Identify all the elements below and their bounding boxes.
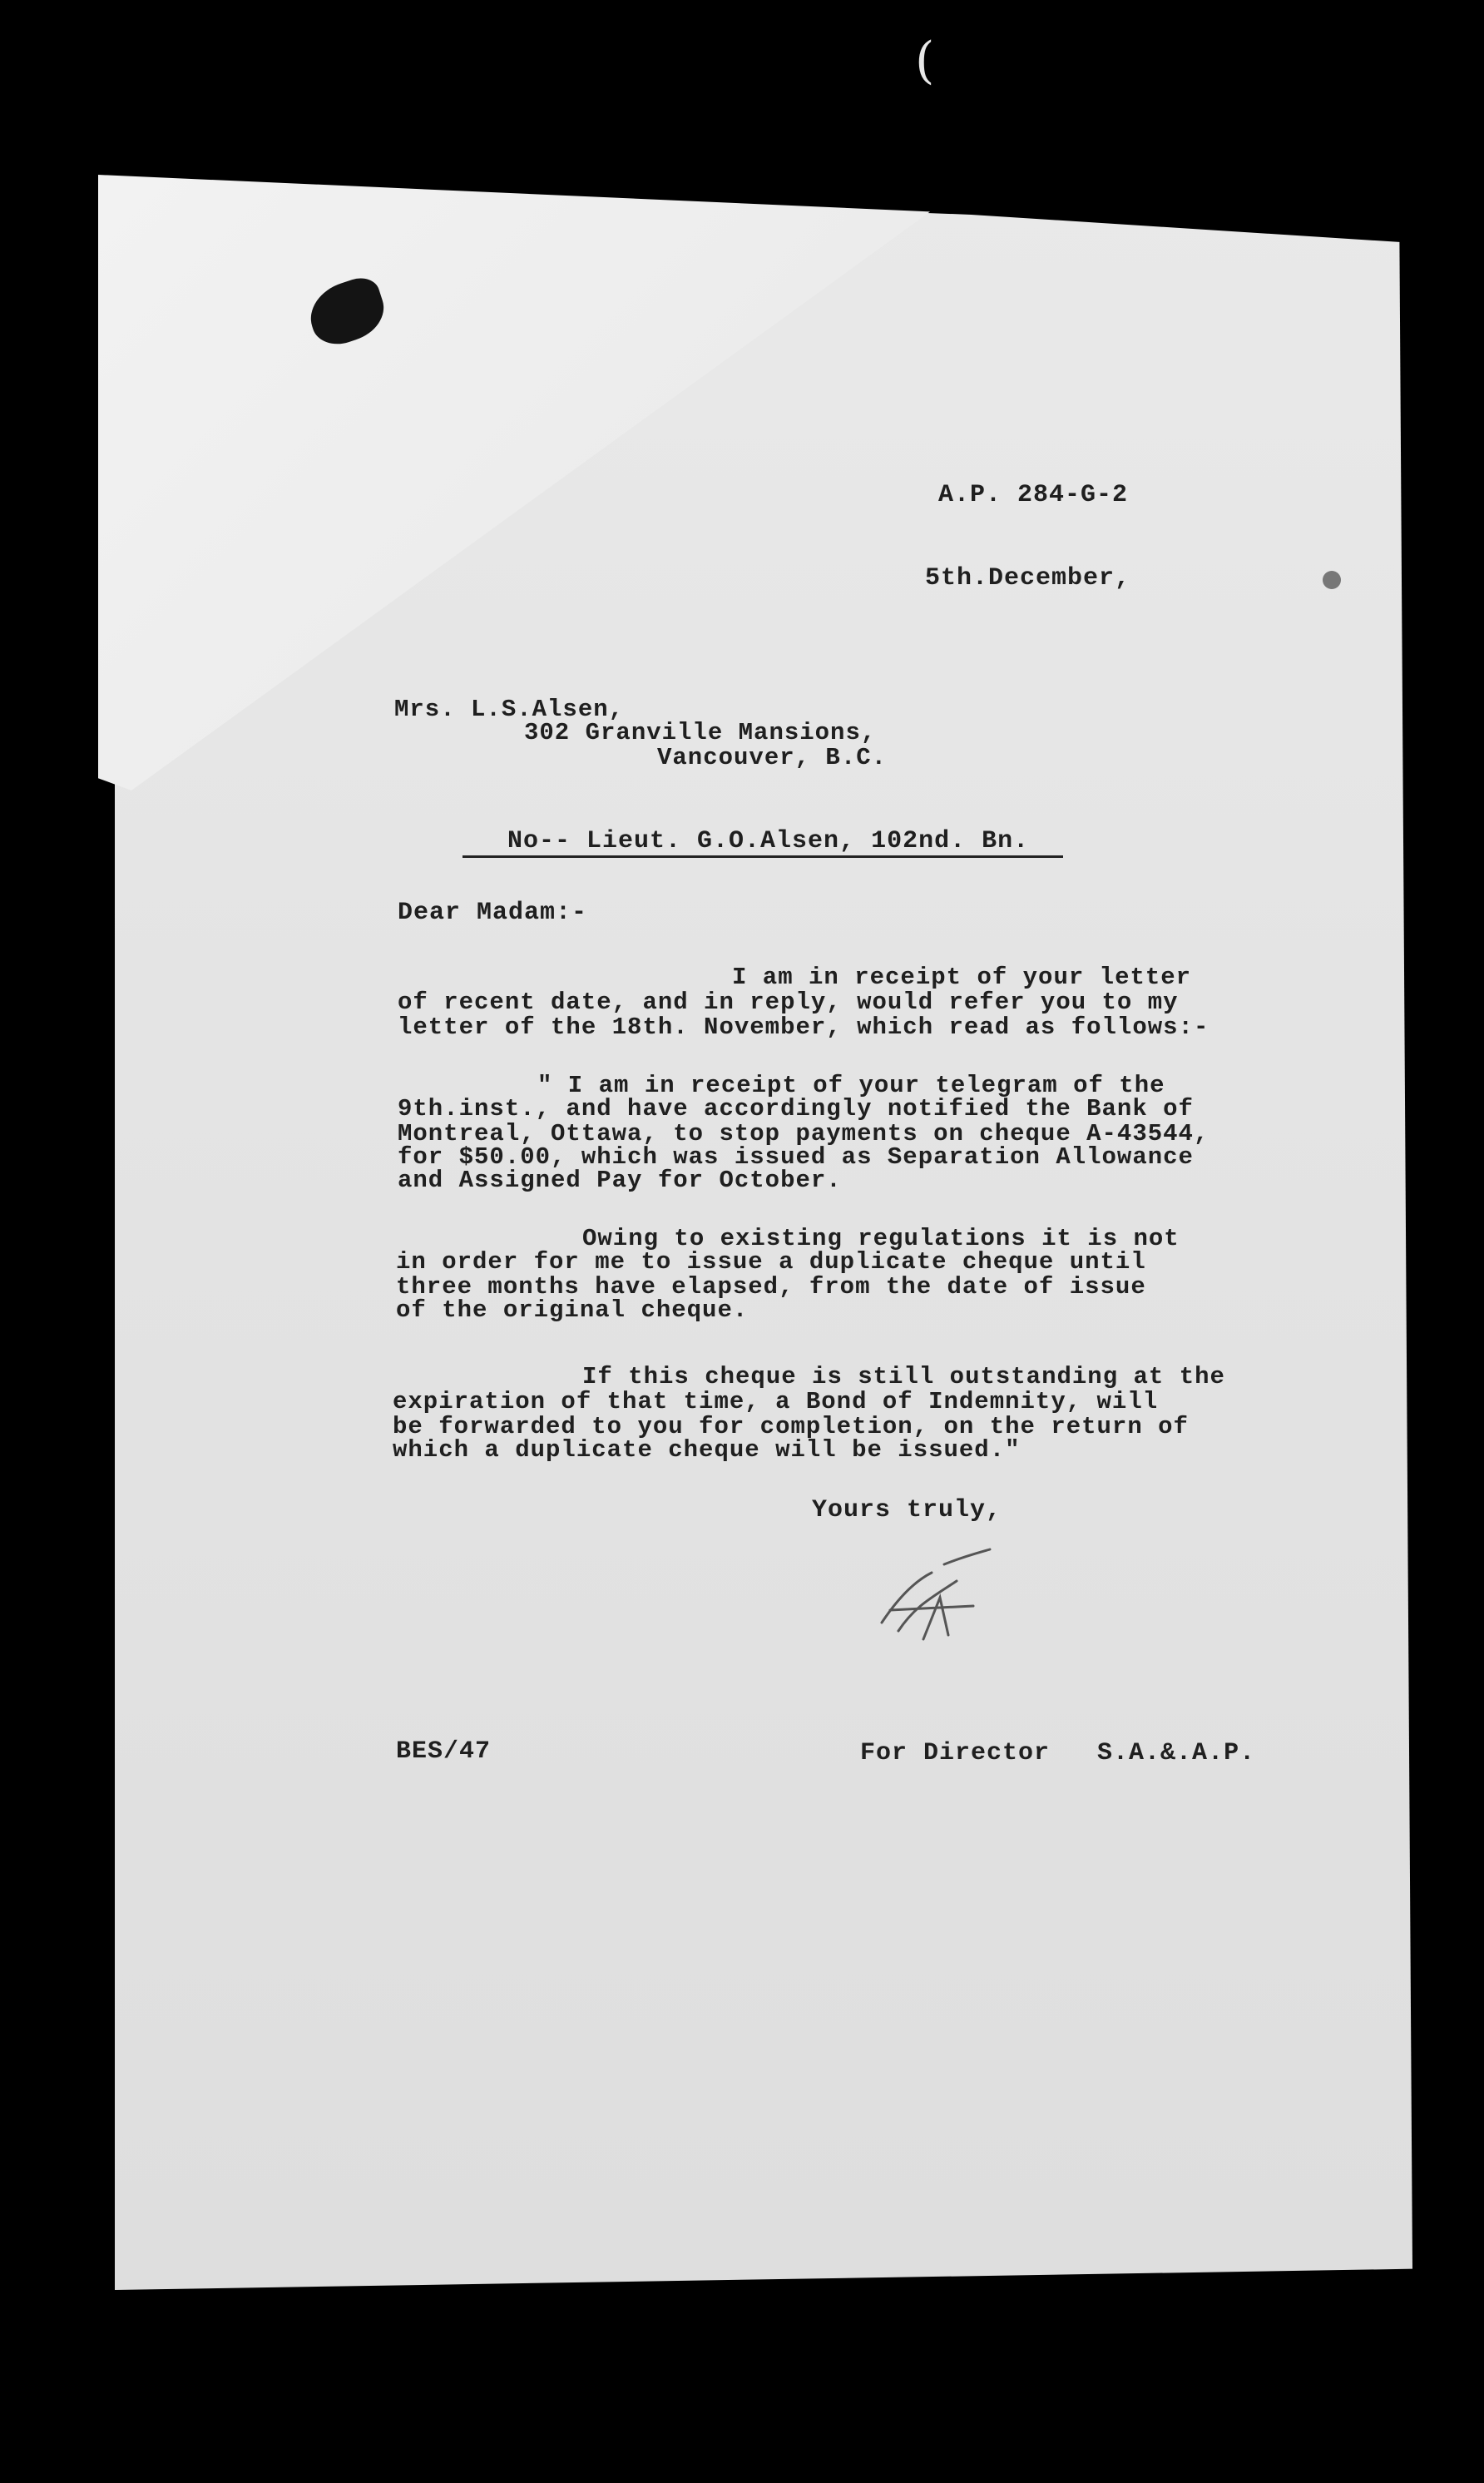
body-line: letter of the 18th. November, which read as follows:- (398, 1014, 1209, 1041)
quote-line: Montreal, Ottawa, to stop payments on cheque A-43544, (398, 1120, 1209, 1147)
quote-line: which a duplicate cheque will be issued." (393, 1436, 1021, 1464)
subject-line: No-- Lieut. G.O.Alsen, 102nd. Bn. (507, 827, 1030, 855)
quote-line: " I am in receipt of your telegram of the (537, 1072, 1165, 1099)
typist-initials: BES/47 (396, 1737, 492, 1766)
quote-line: three months have elapsed, from the date of issue (396, 1273, 1146, 1301)
letter-date: 5th.December, (925, 564, 1131, 592)
quote-line: in order for me to issue a duplicate cheque until (396, 1248, 1146, 1276)
recipient-city: Vancouver, B.C. (657, 744, 888, 771)
closing: Yours truly, (812, 1496, 1002, 1524)
quote-line: 9th.inst., and have accordingly notified the Bank of (398, 1095, 1194, 1123)
quote-line: expiration of that time, a Bond of Indemnity, will (393, 1388, 1159, 1415)
quote-line: Owing to existing regulations it is not (582, 1225, 1180, 1252)
recipient-name: Mrs. L.S.Alsen, (394, 696, 625, 723)
quote-line: be forwarded to you for completion, on the return of (393, 1413, 1189, 1440)
quote-line: and Assigned Pay for October. (398, 1167, 842, 1194)
salutation: Dear Madam:- (398, 899, 588, 927)
subject-underline (463, 855, 1063, 858)
body-line: I am in receipt of your letter (732, 964, 1192, 991)
handwritten-signature (865, 1548, 998, 1648)
body-line: of recent date, and in reply, would refer you to my (398, 989, 1179, 1016)
quote-line: of the original cheque. (396, 1296, 749, 1324)
quote-line: for $50.00, which was issued as Separation Allowance (398, 1143, 1194, 1171)
quote-line: If this cheque is still outstanding at the (582, 1363, 1225, 1390)
signatory-line: For Director S.A.&.A.P. (860, 1739, 1256, 1767)
margin-mark: ( (915, 32, 935, 90)
punch-hole (1323, 571, 1341, 589)
reference-number: A.P. 284-G-2 (938, 481, 1129, 509)
recipient-street: 302 Granville Mansions, (524, 719, 877, 746)
